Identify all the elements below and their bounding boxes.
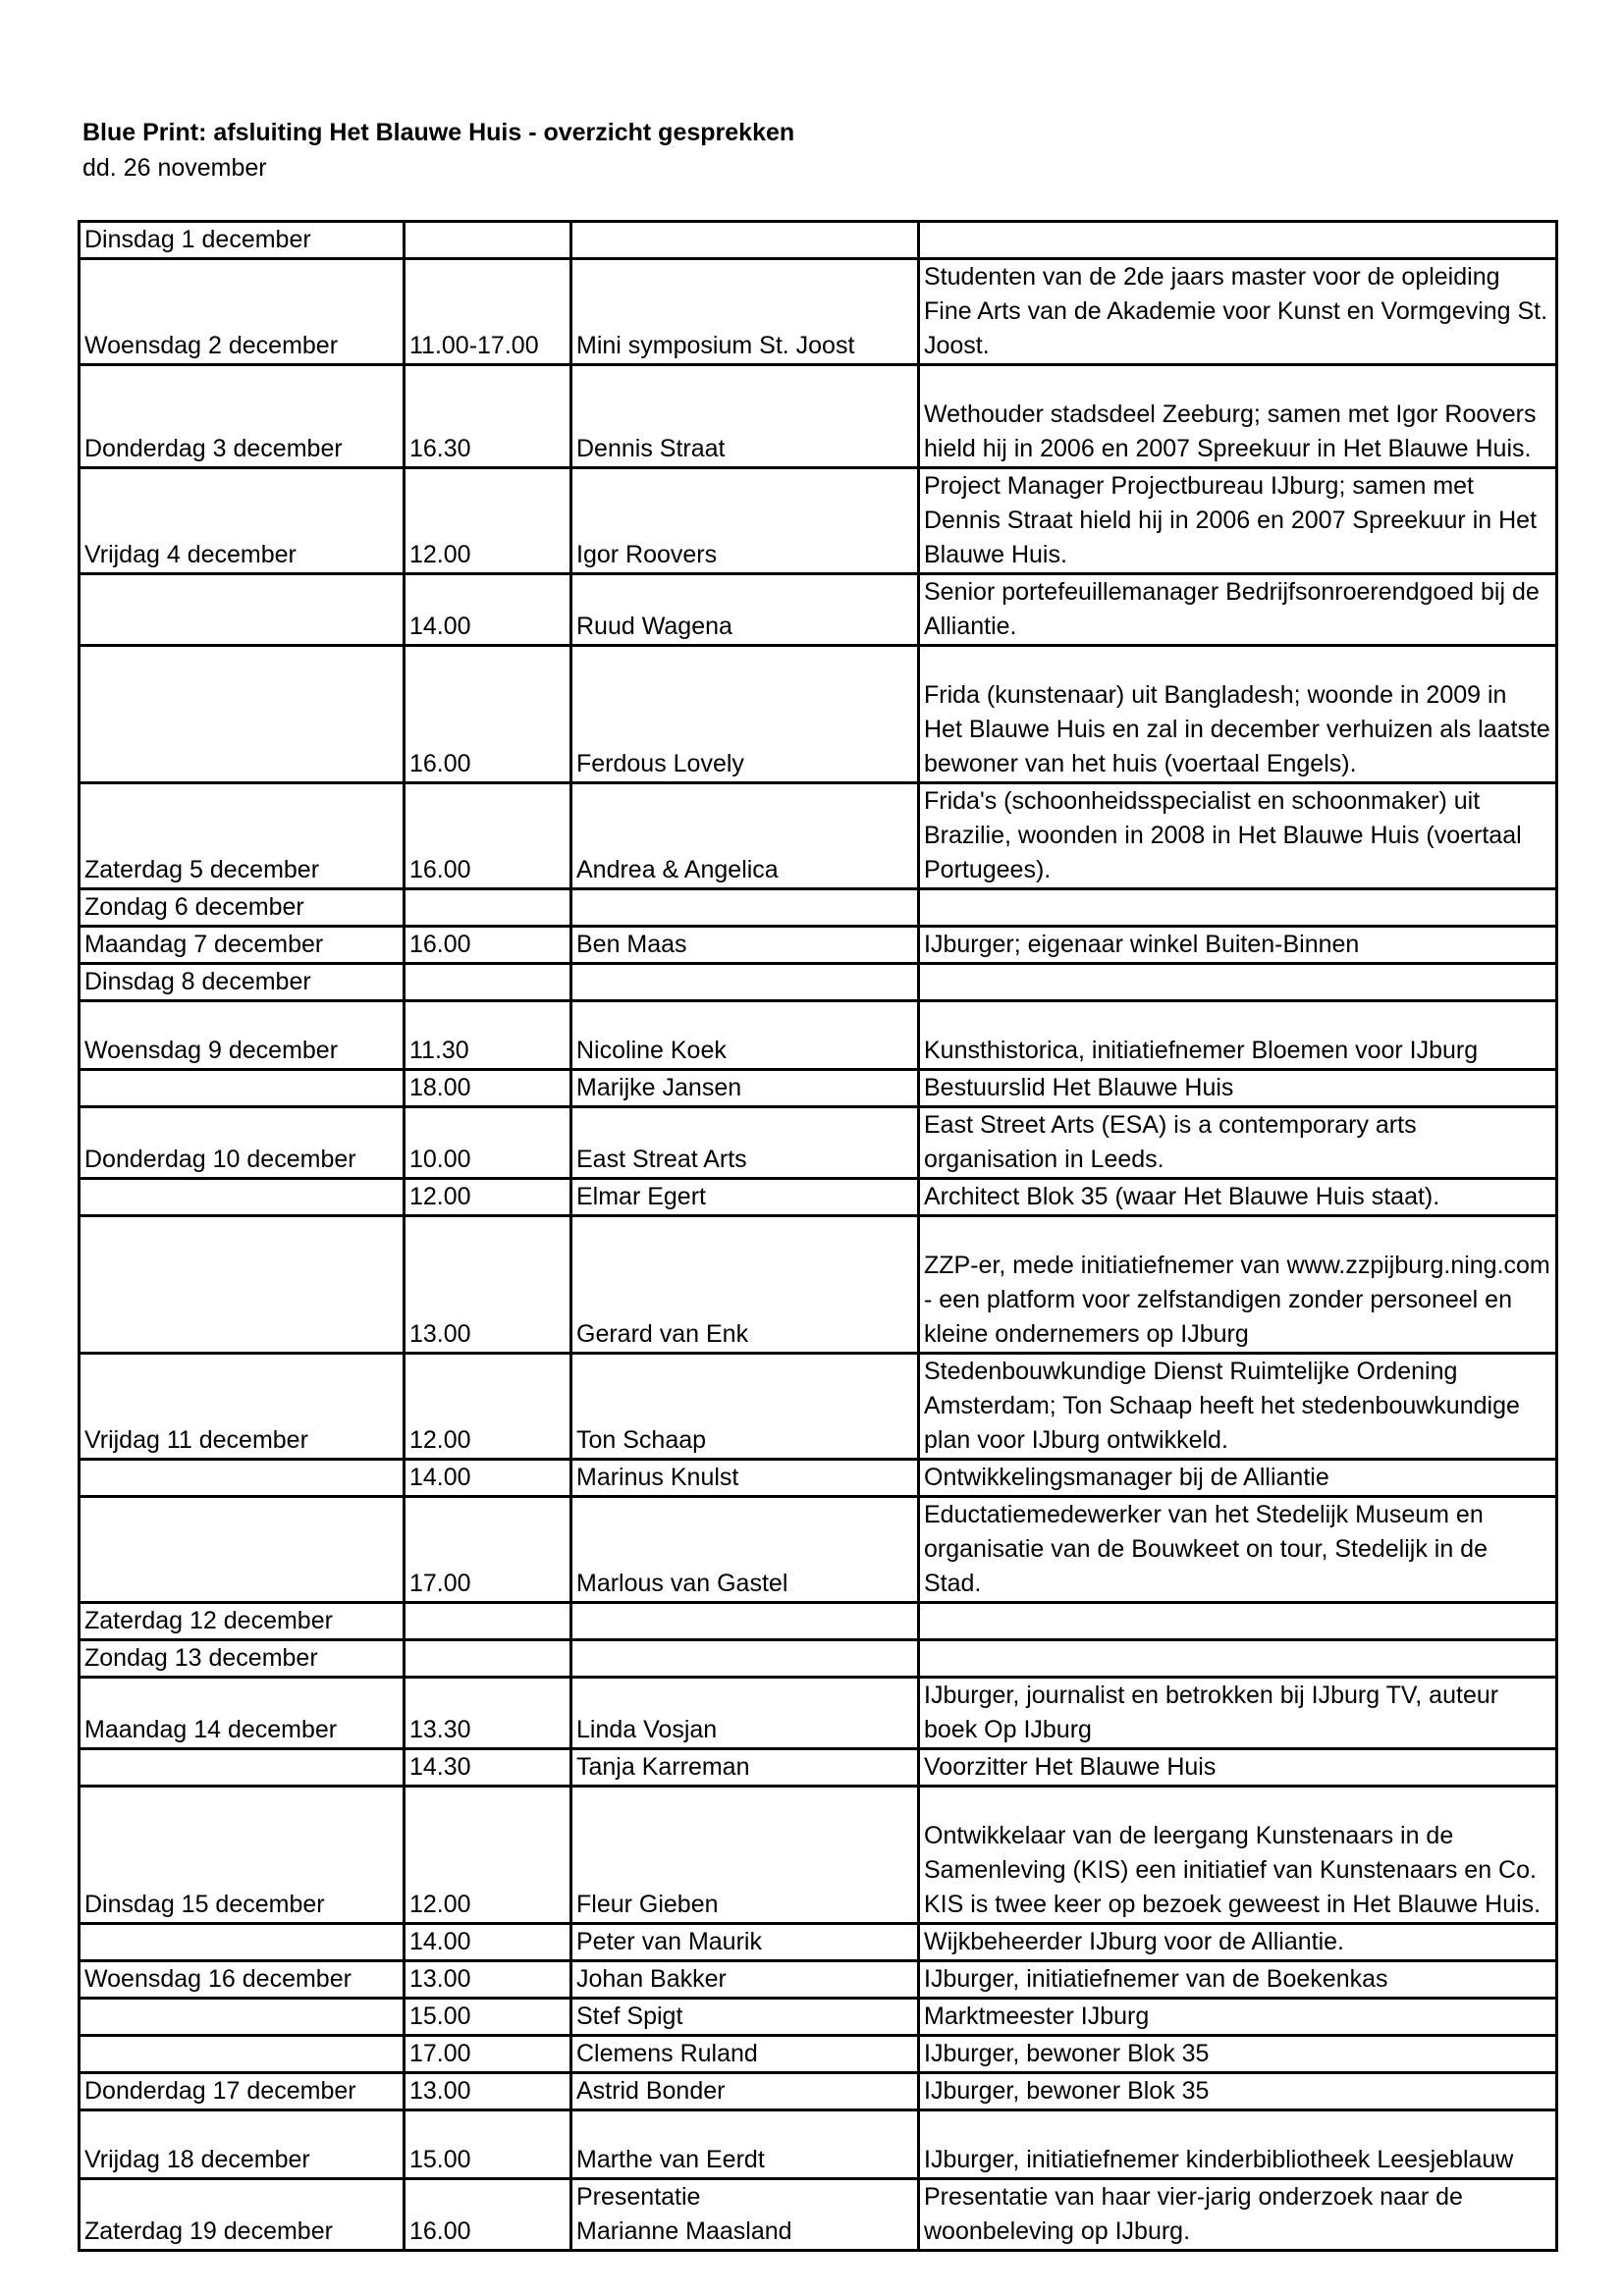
description-cell: East Street Arts (ESA) is a contemporary arts organisation in Leeds. bbox=[919, 1107, 1557, 1179]
name-cell: Johan Bakker bbox=[571, 1961, 919, 1999]
table-row bbox=[80, 783, 1557, 889]
name-cell: Dennis Straat bbox=[571, 365, 919, 468]
time-cell bbox=[405, 1603, 571, 1640]
time-cell: 10.00 bbox=[405, 1107, 571, 1179]
description-cell: Bestuurslid Het Blauwe Huis bbox=[919, 1070, 1557, 1107]
name-cell: Stef Spigt bbox=[571, 1999, 919, 2036]
time-cell: 11.30 bbox=[405, 1001, 571, 1070]
name-cell: East Streat Arts bbox=[571, 1107, 919, 1179]
description-cell: Ontwikkelingsmanager bij de Alliantie bbox=[919, 1460, 1557, 1497]
time-cell: 16.30 bbox=[405, 365, 571, 468]
name-cell: Andrea & Angelica bbox=[571, 783, 919, 889]
description-cell: Stedenbouwkundige Dienst Ruimtelijke Ordening Amsterdam; Ton Schaap heeft het stedenbouwkundige plan voor IJburg ontwikkeld. bbox=[919, 1354, 1557, 1460]
time-cell bbox=[405, 1640, 571, 1678]
day-cell: Dinsdag 8 december bbox=[80, 964, 405, 1001]
table-row bbox=[80, 365, 1557, 468]
table-row bbox=[80, 1070, 1557, 1107]
day-cell bbox=[80, 1216, 405, 1354]
table-row bbox=[80, 1603, 1557, 1640]
table-row bbox=[80, 1354, 1557, 1460]
time-cell: 16.00 bbox=[405, 646, 571, 783]
name-cell: Marthe van Eerdt bbox=[571, 2110, 919, 2179]
document-title: Blue Print: afsluiting Het Blauwe Huis - overzicht gesprekken bbox=[82, 119, 795, 146]
day-cell bbox=[80, 1999, 405, 2036]
day-cell: Zaterdag 12 december bbox=[80, 1603, 405, 1640]
time-cell: 13.00 bbox=[405, 1216, 571, 1354]
name-cell: Tanja Karreman bbox=[571, 1749, 919, 1787]
name-cell: Linda Vosjan bbox=[571, 1678, 919, 1749]
description-cell: Eductatiemedewerker van het Stedelijk Museum en organisatie van de Bouwkeet on tour, Stedelijk in de Stad. bbox=[919, 1497, 1557, 1603]
name-line: Marianne Maasland bbox=[576, 2217, 792, 2245]
time-cell: 13.00 bbox=[405, 2073, 571, 2110]
name-cell: Marinus Knulst bbox=[571, 1460, 919, 1497]
name-cell: Mini symposium St. Joost bbox=[571, 259, 919, 365]
day-cell: Maandag 7 december bbox=[80, 927, 405, 964]
day-cell: Donderdag 17 december bbox=[80, 2073, 405, 2110]
table-row bbox=[80, 1678, 1557, 1749]
description-cell bbox=[919, 1603, 1557, 1640]
time-cell: 12.00 bbox=[405, 468, 571, 574]
name-cell bbox=[571, 2179, 919, 2251]
time-cell: 14.00 bbox=[405, 1924, 571, 1961]
day-cell bbox=[80, 1924, 405, 1961]
time-cell bbox=[405, 964, 571, 1001]
time-cell: 11.00-17.00 bbox=[405, 259, 571, 365]
day-cell: Woensdag 16 december bbox=[80, 1961, 405, 1999]
description-cell: Frida (kunstenaar) uit Bangladesh; woonde in 2009 in Het Blauwe Huis en zal in december verhuizen als laatste bewoner van het huis (voertaal Engels). bbox=[919, 646, 1557, 783]
name-cell bbox=[571, 1603, 919, 1640]
name-cell: Nicoline Koek bbox=[571, 1001, 919, 1070]
description-cell bbox=[919, 222, 1557, 259]
schedule-body bbox=[80, 222, 1557, 2251]
day-cell bbox=[80, 1179, 405, 1216]
description-cell: Senior portefeuillemanager Bedrijfsonroerendgoed bij de Alliantie. bbox=[919, 574, 1557, 646]
name-cell: Igor Roovers bbox=[571, 468, 919, 574]
table-row bbox=[80, 1497, 1557, 1603]
table-row bbox=[80, 2036, 1557, 2073]
day-cell: Vrijdag 4 december bbox=[80, 468, 405, 574]
table-row bbox=[80, 927, 1557, 964]
day-cell bbox=[80, 574, 405, 646]
name-cell bbox=[571, 1640, 919, 1678]
description-cell: IJburger, bewoner Blok 35 bbox=[919, 2073, 1557, 2110]
name-cell bbox=[571, 889, 919, 927]
day-cell: Zaterdag 5 december bbox=[80, 783, 405, 889]
description-cell: Wijkbeheerder IJburg voor de Alliantie. bbox=[919, 1924, 1557, 1961]
time-cell: 17.00 bbox=[405, 2036, 571, 2073]
table-row bbox=[80, 574, 1557, 646]
time-cell: 12.00 bbox=[405, 1787, 571, 1924]
table-row bbox=[80, 1001, 1557, 1070]
table-row bbox=[80, 1179, 1557, 1216]
name-cell: Astrid Bonder bbox=[571, 2073, 919, 2110]
description-cell: IJburger, initiatiefnemer van de Boekenkas bbox=[919, 1961, 1557, 1999]
day-cell: Zondag 6 december bbox=[80, 889, 405, 927]
name-line: Presentatie bbox=[576, 2183, 701, 2211]
time-cell: 15.00 bbox=[405, 2110, 571, 2179]
name-cell: Clemens Ruland bbox=[571, 2036, 919, 2073]
table-row bbox=[80, 1961, 1557, 1999]
table-row bbox=[80, 1216, 1557, 1354]
description-cell bbox=[919, 1640, 1557, 1678]
description-cell bbox=[919, 964, 1557, 1001]
name-cell: Ruud Wagena bbox=[571, 574, 919, 646]
time-cell: 15.00 bbox=[405, 1999, 571, 2036]
description-cell: Kunsthistorica, initiatiefnemer Bloemen voor IJburg bbox=[919, 1001, 1557, 1070]
name-cell: Marijke Jansen bbox=[571, 1070, 919, 1107]
table-row bbox=[80, 646, 1557, 783]
schedule-table bbox=[78, 220, 1558, 2252]
table-row bbox=[80, 1460, 1557, 1497]
table-row bbox=[80, 2073, 1557, 2110]
time-cell: 14.30 bbox=[405, 1749, 571, 1787]
table-row bbox=[80, 1640, 1557, 1678]
day-cell: Donderdag 3 december bbox=[80, 365, 405, 468]
description-cell bbox=[919, 889, 1557, 927]
name-cell: Gerard van Enk bbox=[571, 1216, 919, 1354]
time-cell: 13.30 bbox=[405, 1678, 571, 1749]
table-row bbox=[80, 468, 1557, 574]
name-cell bbox=[571, 964, 919, 1001]
table-row bbox=[80, 2110, 1557, 2179]
time-cell: 18.00 bbox=[405, 1070, 571, 1107]
day-cell bbox=[80, 646, 405, 783]
time-cell: 17.00 bbox=[405, 1497, 571, 1603]
day-cell: Woensdag 2 december bbox=[80, 259, 405, 365]
description-cell: Presentatie van haar vier-jarig onderzoek naar de woonbeleving op IJburg. bbox=[919, 2179, 1557, 2251]
name-cell: Fleur Gieben bbox=[571, 1787, 919, 1924]
name-cell: Marlous van Gastel bbox=[571, 1497, 919, 1603]
day-cell: Zondag 13 december bbox=[80, 1640, 405, 1678]
name-cell: Ferdous Lovely bbox=[571, 646, 919, 783]
day-cell: Vrijdag 18 december bbox=[80, 2110, 405, 2179]
name-cell: Elmar Egert bbox=[571, 1179, 919, 1216]
table-row bbox=[80, 1787, 1557, 1924]
description-cell: IJburger; eigenaar winkel Buiten-Binnen bbox=[919, 927, 1557, 964]
time-cell: 16.00 bbox=[405, 783, 571, 889]
time-cell: 16.00 bbox=[405, 927, 571, 964]
day-cell: Donderdag 10 december bbox=[80, 1107, 405, 1179]
table-row bbox=[80, 259, 1557, 365]
description-cell: Project Manager Projectbureau IJburg; samen met Dennis Straat hield hij in 2006 en 2007 Spreekuur in Het Blauwe Huis. bbox=[919, 468, 1557, 574]
name-cell: Ben Maas bbox=[571, 927, 919, 964]
day-cell bbox=[80, 1460, 405, 1497]
time-cell: 16.00 bbox=[405, 2179, 571, 2251]
day-cell: Dinsdag 1 december bbox=[80, 222, 405, 259]
table-row bbox=[80, 2179, 1557, 2251]
table-row bbox=[80, 889, 1557, 927]
description-cell: Ontwikkelaar van de leergang Kunstenaars in de Samenleving (KIS) een initiatief van Kunstenaars en Co. KIS is twee keer op bezoek geweest in Het Blauwe Huis. bbox=[919, 1787, 1557, 1924]
description-cell: Marktmeester IJburg bbox=[919, 1999, 1557, 2036]
time-cell: 14.00 bbox=[405, 1460, 571, 1497]
table-row bbox=[80, 1999, 1557, 2036]
time-cell bbox=[405, 889, 571, 927]
day-cell: Dinsdag 15 december bbox=[80, 1787, 405, 1924]
day-cell bbox=[80, 2036, 405, 2073]
name-cell: Peter van Maurik bbox=[571, 1924, 919, 1961]
day-cell bbox=[80, 1497, 405, 1603]
time-cell: 13.00 bbox=[405, 1961, 571, 1999]
description-cell: Wethouder stadsdeel Zeeburg; samen met Igor Roovers hield hij in 2006 en 2007 Spreekuur in Het Blauwe Huis. bbox=[919, 365, 1557, 468]
day-cell bbox=[80, 1749, 405, 1787]
description-cell: Voorzitter Het Blauwe Huis bbox=[919, 1749, 1557, 1787]
day-cell: Zaterdag 19 december bbox=[80, 2179, 405, 2251]
time-cell: 14.00 bbox=[405, 574, 571, 646]
day-cell: Maandag 14 december bbox=[80, 1678, 405, 1749]
table-row bbox=[80, 1107, 1557, 1179]
document-date: dd. 26 november bbox=[82, 154, 267, 182]
table-row bbox=[80, 1749, 1557, 1787]
time-cell: 12.00 bbox=[405, 1179, 571, 1216]
name-cell: Ton Schaap bbox=[571, 1354, 919, 1460]
description-cell: IJburger, journalist en betrokken bij IJburg TV, auteur boek Op IJburg bbox=[919, 1678, 1557, 1749]
table-row bbox=[80, 222, 1557, 259]
description-cell: Studenten van de 2de jaars master voor de opleiding Fine Arts van de Akademie voor Kunst en Vormgeving St. Joost. bbox=[919, 259, 1557, 365]
day-cell: Vrijdag 11 december bbox=[80, 1354, 405, 1460]
table-row bbox=[80, 1924, 1557, 1961]
day-cell: Woensdag 9 december bbox=[80, 1001, 405, 1070]
description-cell: IJburger, bewoner Blok 35 bbox=[919, 2036, 1557, 2073]
description-cell: Architect Blok 35 (waar Het Blauwe Huis staat). bbox=[919, 1179, 1557, 1216]
description-cell: IJburger, initiatiefnemer kinderbibliotheek Leesjeblauw bbox=[919, 2110, 1557, 2179]
time-cell: 12.00 bbox=[405, 1354, 571, 1460]
time-cell bbox=[405, 222, 571, 259]
description-cell: ZZP-er, mede initiatiefnemer van www.zzpijburg.ning.com - een platform voor zelfstandigen zonder personeel en kleine ondernemers op IJburg bbox=[919, 1216, 1557, 1354]
name-cell bbox=[571, 222, 919, 259]
description-cell: Frida's (schoonheidsspecialist en schoonmaker) uit Brazilie, woonden in 2008 in Het Blauwe Huis (voertaal Portugees). bbox=[919, 783, 1557, 889]
day-cell bbox=[80, 1070, 405, 1107]
table-row bbox=[80, 964, 1557, 1001]
